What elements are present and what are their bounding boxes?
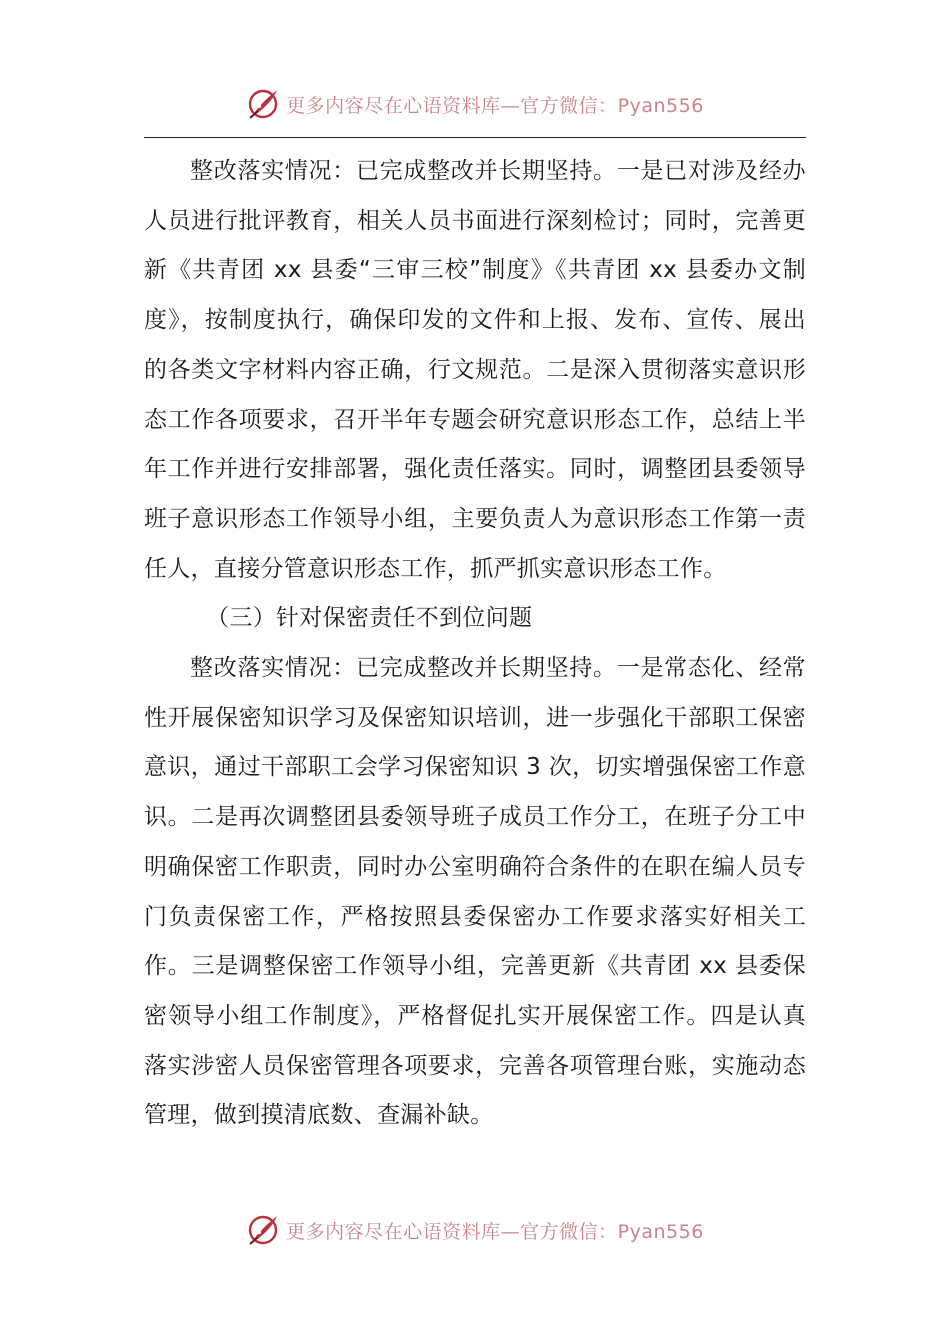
document-body [144,147,806,1141]
footer-text: 更多内容尽在心语资料库—官方微信：Pyan556 [286,1220,704,1243]
header-wechat-id: Pyan556 [617,94,704,117]
paragraph-rectification-1: 整改落实情况：已完成整改并长期坚持。一是已对涉及经办人员进行批评教育，相关人员书面进行深刻检讨；同时，完善更新《共青团 xx 县委“三审三校”制度》《共青团 xx 县委办文制度》，按制度执行，确保印发的文件和上报、发布、宣传、展出的各类文字材料内容正确，行文规范。二是深入贯彻落实意识形态工作各项要求，召开半年专题会研究意识形态工作，总结上半年工作并进行安排部署，强化责任落实。同时，调整团县委领导班子意识形态工作领导小组，主要负责人为意识形态工作第一责任人，直接分管意识形态工作，抓严抓实意识形态工作。 [144,158,806,582]
paragraph-rectification-2: 整改落实情况：已完成整改并长期坚持。一是常态化、经常性开展保密知识学习及保密知识培训，进一步强化干部职工保密意识，通过干部职工会学习保密知识 3 次，切实增强保密工作意识。二是再次调整团县委领导班子成员工作分工，在班子分工中明确保密工作职责，同时办公室明确符合条件的在职在编人员专门负责保密工作，严格按照县委保密办工作要求落实好相关工作。三是调整保密工作领导小组，完善更新《共青团 xx 县委保密领导小组工作制度》，严格督促扎实开展保密工作。四是认真落实涉密人员保密管理各项要求，完善各项管理台账，实施动态管理，做到摸清底数、查漏补缺。 [144,655,806,1129]
quill-logo-icon [246,87,280,121]
header-text: 更多内容尽在心语资料库—官方微信：Pyan556 [286,94,704,117]
section-heading-3: （三）针对保密责任不到位问题 [206,605,533,632]
header-banner [0,84,950,124]
quill-logo-icon [246,1213,280,1247]
footer-wechat-id: Pyan556 [617,1220,704,1243]
footer-banner [0,1210,950,1250]
header-divider [144,137,806,138]
